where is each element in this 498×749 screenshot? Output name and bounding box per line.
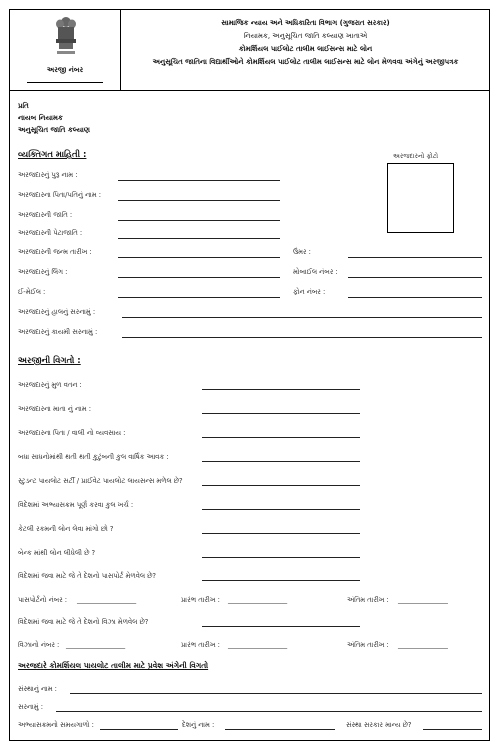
visa-number-label: વિઝાનો નંબર : [18,641,60,649]
visa-label: વિદેશમાં જવા માટે જે તે દેશનો વિઝા મેળવેલ છે? [18,618,149,626]
institute-name-field[interactable] [70,693,482,694]
family-income-field[interactable] [202,461,360,462]
gender-label: અરજદારનું લિંગ : [18,268,68,276]
loan-amount-label: કેટલી રકમની લોન લેવા માંગો છો ? [18,525,114,533]
header-department: સામાજિક ન્યાય અને અધિકારિતા વિભાગ (ગુજરાત સરકાર) [221,19,390,27]
loan-amount-field[interactable] [202,533,360,534]
license-obtained-field[interactable] [202,485,360,486]
caste-label: અરજદારની જાતિ : [18,211,73,219]
visa-start-field[interactable]: ___________________ [228,641,287,649]
phone-field[interactable] [348,297,482,298]
course-duration-field[interactable] [100,729,178,730]
addressee-designation: નાયબ નિયામક [18,114,63,122]
mobile-label: મોબાઈલ નંબર : [293,268,338,276]
email-label: ઈ-મેઈલ : [18,288,46,296]
application-details-heading: અરજીની વિગતો : [18,356,81,366]
course-duration-label: અભ્યાસક્રમનો સમયગાળો : [18,721,94,729]
passport-number-field[interactable]: ___________________ [77,596,136,604]
sub-caste-label: અરજદારની પેટાજાતિ : [18,229,83,237]
header-scheme: કોમર્શિયલ પાઈલોટ તાલીમ લાઈસન્સ માટે લોન [238,45,373,53]
father-occupation-label: અરજદારના પિતા / વાલી નો વ્યવસાય : [18,429,126,437]
father-occupation-field[interactable] [202,437,360,438]
passport-number-label: પાસપોર્ટનો નંબર : [18,596,68,604]
visa-end-label: અંતિમ તારીખ : [347,641,389,649]
photo-box[interactable] [387,163,454,233]
govt-recognized-field[interactable] [423,729,482,730]
country-name-label: દેશનું નામ : [182,721,215,729]
institute-name-label: સંસ્થાનું નામ : [18,685,57,693]
total-cost-label: વિદેશમાં અભ્યાસક્રમ પૂર્ણ કરવા કુલ ખર્ચ : [18,501,134,509]
application-number-field[interactable] [27,82,103,83]
country-name-field[interactable] [225,729,335,730]
passport-start-label: પ્રારંભ તારીખ : [181,596,220,604]
mobile-field[interactable] [348,277,482,278]
dob-label: અરજદારની જન્મ તારીખ : [18,248,92,256]
email-field[interactable] [118,297,280,298]
age-label: ઉંમર : [293,248,311,256]
phone-label: ફોન નંબર : [293,288,326,296]
passport-start-field[interactable]: ___________________ [228,596,287,604]
gender-field[interactable] [118,277,280,278]
permanent-address-label: અરજદારનું કાયમી સરનામું : [18,328,98,336]
visa-field[interactable] [202,626,360,627]
header-title-block [121,17,490,69]
total-cost-field[interactable] [202,509,360,510]
addressee-office: અનુસૂચિત જાતિ કલ્યાણ [18,126,90,134]
form-header [9,9,490,91]
native-place-field[interactable] [202,389,360,390]
state-emblem-icon [53,14,79,58]
bank-loan-field[interactable] [202,557,360,558]
passport-label: વિદેશમાં જવા માટે જે તે દેશનો પાસપોર્ટ મેળવેલ છે? [18,572,157,580]
govt-recognized-label: સંસ્થા સરકાર માન્ય છે? [346,721,412,729]
admission-details-heading: અરજદારે કોમર્શિયલ પાયલોટ તાલીમ માટે પ્રવેશ અંગેની વિગતો [18,661,209,670]
visa-start-label: પ્રારંભ તારીખ : [181,641,220,649]
full-name-label: અરજદારનું પુરૂ નામ : [18,171,78,179]
passport-field[interactable] [202,580,360,581]
application-number-label: અરજી નંબર [46,66,84,74]
institute-address-label: સરનામું : [18,703,43,711]
full-name-field[interactable] [118,180,280,181]
header-office: નિયામક, અનુસૂચિત જાતિ કલ્યાણ ખાતાએ [243,32,368,40]
visa-number-field[interactable]: ___________________ [66,641,125,649]
license-obtained-label: સ્ટુડન્ટ પાયલોટ સર્ટી / પ્રાઈવેટ પાયલોટ લાયસન્સ મળેલ છે? [18,477,183,485]
emblem-box [9,9,121,91]
photo-label: અરજદારનો ફોટો [393,152,439,160]
addressee-to: પ્રતિ [18,102,29,110]
passport-end-field[interactable]: ________________ [398,596,448,604]
addressee-block [18,100,90,136]
mother-name-field[interactable] [202,413,360,414]
institute-address-field[interactable] [56,711,482,712]
caste-field[interactable] [118,220,280,221]
current-address-field[interactable] [122,317,482,318]
mother-name-label: અરજદારના માતા નું નામ : [18,405,91,413]
passport-end-label: અંતિમ તારીખ : [347,596,389,604]
family-income-label: બધા સાધનોમાંથી થતી થતી કુટુંબની કુલ વાર્ષિક આવક : [18,453,169,461]
visa-end-field[interactable]: ________________ [398,641,448,649]
sub-caste-field[interactable] [118,238,280,239]
father-name-label: અરજદારના પિતા/પતિનું નામ : [18,191,102,199]
permanent-address-field[interactable] [122,337,482,338]
father-name-field[interactable] [118,200,280,201]
age-field[interactable] [348,257,482,258]
dob-field[interactable] [118,257,280,258]
bank-loan-label: બેન્ક માંથી લોન લીધેલી છે ? [18,549,96,557]
native-place-label: અરજદારનું મુળ વતન : [18,381,82,389]
header-form-title: અનુસૂચિત જાતિના વિદ્યાર્થીઓને કોમર્શિયલ પાઈલોટ તાલીમ લાઈસન્સ માટે લોન મેળવવા અંગેનું અરજીપત્રક [152,58,459,66]
current-address-label: અરજદારનું હાલનું સરનામું : [18,308,96,316]
personal-info-heading: વ્યક્તિગત માહિતી : [18,150,87,160]
